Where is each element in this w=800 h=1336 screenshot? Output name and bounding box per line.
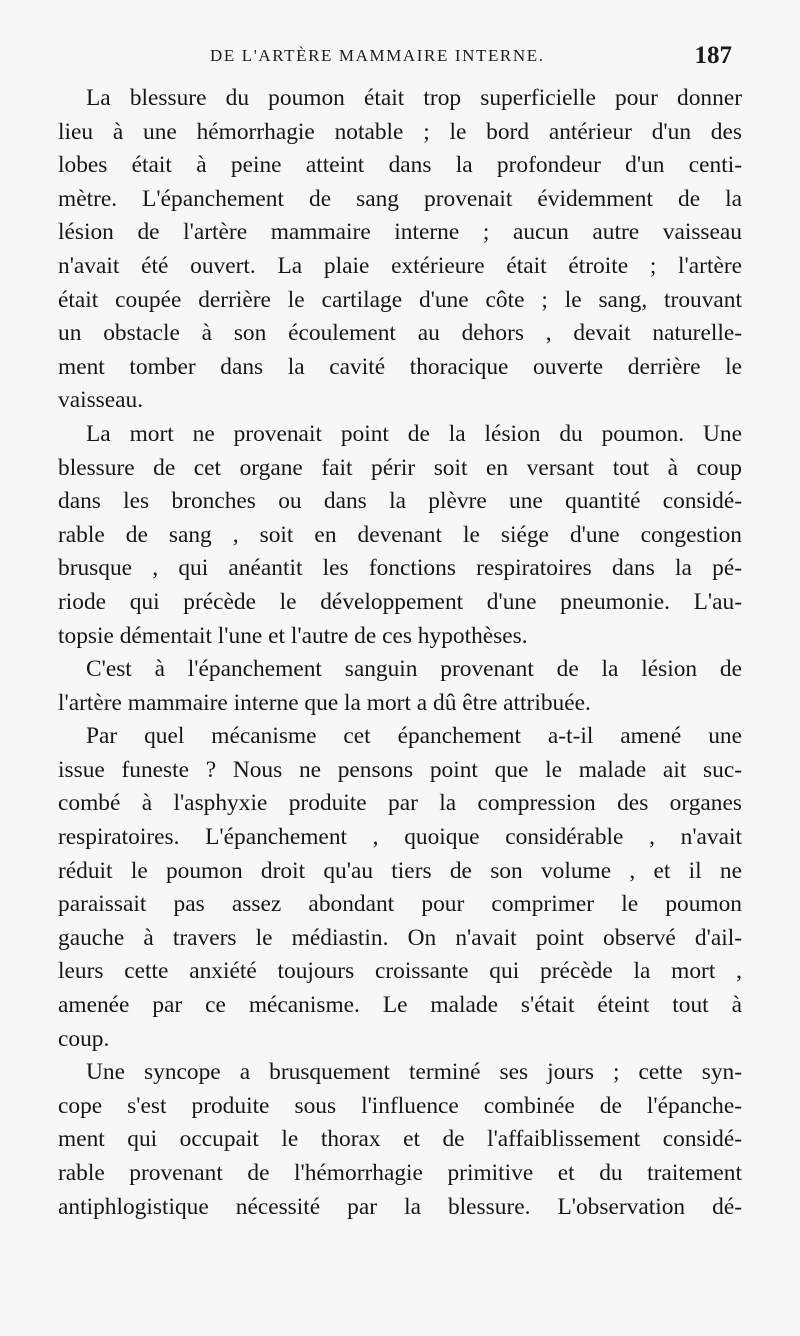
- text-line: antiphlogistique nécessité par la blessure. L'observation dé-: [58, 1193, 742, 1220]
- text-line: blessure de cet organe fait périr soit en versant tout à coup: [58, 454, 742, 481]
- text-line: respiratoires. L'épanchement , quoique considérable , n'avait: [58, 824, 742, 851]
- text-line: La blessure du poumon était trop superficielle pour donner: [86, 85, 742, 111]
- paragraph-3: [58, 653, 742, 720]
- text-line: La mort ne provenait point de la lésion du poumon. Une: [86, 420, 742, 447]
- text-line: lésion de l'artère mammaire interne ; aucun autre vaisseau: [58, 219, 742, 246]
- text-line: C'est à l'épanchement sanguin provenant de la lésion de: [86, 656, 742, 683]
- paragraph-2: [58, 418, 742, 653]
- text-line: l'artère mammaire interne que la mort a dû être attribuée.: [58, 689, 591, 716]
- text-line: brusque , qui anéantit les fonctions respiratoires dans la pé-: [58, 555, 742, 582]
- text-line: coup.: [58, 1025, 110, 1052]
- text-line: vaisseau.: [58, 387, 144, 414]
- text-line: lobes était à peine atteint dans la profondeur d'un centi-: [58, 152, 742, 179]
- page-header: [60, 42, 740, 72]
- text-line: gauche à travers le médiastin. On n'avait point observé d'ail-: [58, 924, 742, 951]
- running-title: DE L'ARTÈRE MAMMAIRE INTERNE.: [210, 46, 545, 65]
- text-line: topsie démentait l'une et l'autre de ces hypothèses.: [58, 622, 528, 649]
- page-number: 187: [694, 42, 732, 69]
- text-line: paraissait pas assez abondant pour comprimer le poumon: [58, 891, 742, 918]
- text-line: était coupée derrière le cartilage d'une côte ; le sang, trouvant: [58, 286, 742, 313]
- text-line: Par quel mécanisme cet épanchement a-t-il amené une: [86, 723, 742, 750]
- body-text: [58, 82, 742, 1224]
- text-line: rable provenant de l'hémorrhagie primitive et du traitement: [58, 1160, 742, 1186]
- text-line: dans les bronches ou dans la plèvre une quantité considé-: [58, 488, 742, 515]
- text-line: leurs cette anxiété toujours croissante qui précède la mort ,: [58, 958, 742, 985]
- text-line: mètre. L'épanchement de sang provenait évidemment de la: [58, 185, 742, 212]
- text-line: un obstacle à son écoulement au dehors , devait naturelle-: [58, 320, 742, 347]
- text-line: ment qui occupait le thorax et de l'affaiblissement considé-: [58, 1126, 742, 1153]
- text-line: riode qui précède le développement d'une pneumonie. L'au-: [58, 588, 742, 615]
- text-line: lieu à une hémorrhagie notable ; le bord antérieur d'un des: [58, 118, 742, 145]
- paragraph-1: [58, 82, 742, 418]
- text-line: rable de sang , soit en devenant le siége d'une congestion: [58, 521, 742, 548]
- text-line: combé à l'asphyxie produite par la compression des organes: [58, 790, 742, 817]
- text-line: Une syncope a brusquement terminé ses jours ; cette syn-: [86, 1059, 742, 1086]
- text-line: cope s'est produite sous l'influence combinée de l'épanche-: [58, 1092, 742, 1119]
- text-line: réduit le poumon droit qu'au tiers de son volume , et il ne: [58, 857, 742, 884]
- text-line: amenée par ce mécanisme. Le malade s'était éteint tout à: [58, 992, 742, 1019]
- paragraph-4: [58, 720, 742, 1056]
- text-line: issue funeste ? Nous ne pensons point que le malade ait suc-: [58, 756, 742, 783]
- paragraph-5: [58, 1056, 742, 1224]
- text-line: ment tomber dans la cavité thoracique ouverte derrière le: [58, 353, 742, 380]
- text-line: n'avait été ouvert. La plaie extérieure était étroite ; l'artère: [58, 252, 742, 279]
